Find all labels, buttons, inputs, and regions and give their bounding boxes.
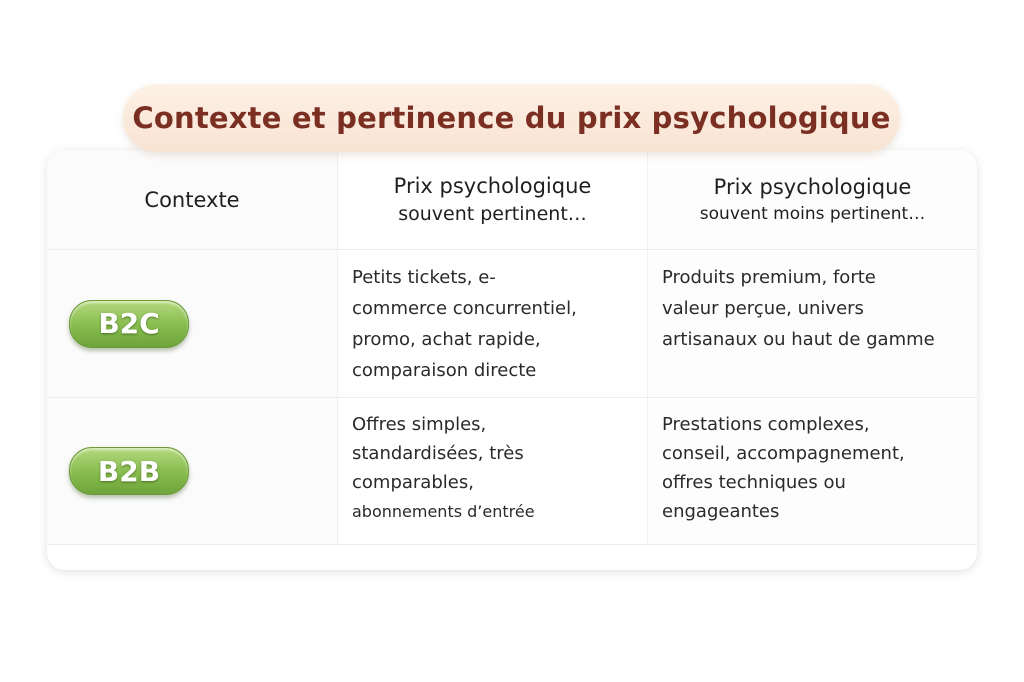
b2b-less-pertinent-line: conseil, accompagnement, <box>662 443 905 464</box>
b2b-less-pertinent-line: offres techniques ou <box>662 472 846 493</box>
b2c-pertinent-line: commerce concurrentiel, <box>352 298 577 319</box>
b2c-less-pertinent-line: artisanaux ou haut de gamme <box>662 329 935 350</box>
b2b-pertinent-line: standardisées, très <box>352 443 524 464</box>
row-b2b-pertinent <box>337 398 647 545</box>
header-less-pertinent-line2: souvent moins pertinent… <box>699 204 926 225</box>
header-pertinent <box>337 150 647 250</box>
comparison-table-card <box>47 150 977 570</box>
b2b-less-pertinent-line: Prestations complexes, <box>662 414 870 435</box>
row-b2c-less-pertinent <box>647 250 977 398</box>
b2b-pertinent-line: abonnements d’entrée <box>352 502 535 521</box>
comparison-table <box>47 150 977 545</box>
row-b2b-less-pertinent <box>647 398 977 545</box>
header-context-label: Contexte <box>144 187 240 212</box>
b2c-less-pertinent-line: valeur perçue, univers <box>662 298 864 319</box>
header-pertinent-line2: souvent pertinent… <box>398 202 587 225</box>
page-title: Contexte et pertinence du prix psychologique <box>132 101 891 135</box>
b2b-pertinent-line: comparables, <box>352 472 474 493</box>
header-pertinent-line1: Prix psychologique <box>393 173 592 198</box>
row-b2b-context <box>47 398 337 545</box>
row-b2c-pertinent <box>337 250 647 398</box>
b2c-badge: B2C <box>69 300 189 348</box>
header-less-pertinent-line1: Prix psychologique <box>713 174 912 199</box>
header-less-pertinent <box>647 150 977 250</box>
b2c-pertinent-line: comparaison directe <box>352 360 537 381</box>
title-banner <box>123 84 900 152</box>
row-b2c-context <box>47 250 337 398</box>
b2c-less-pertinent-line: Produits premium, forte <box>662 267 876 288</box>
b2c-pertinent-line: promo, achat rapide, <box>352 329 541 350</box>
b2b-pertinent-line: Offres simples, <box>352 414 487 435</box>
b2b-badge: B2B <box>69 447 189 495</box>
b2b-less-pertinent-line: engageantes <box>662 501 780 522</box>
header-context <box>47 150 337 250</box>
b2c-pertinent-line: Petits tickets, e- <box>352 267 496 288</box>
